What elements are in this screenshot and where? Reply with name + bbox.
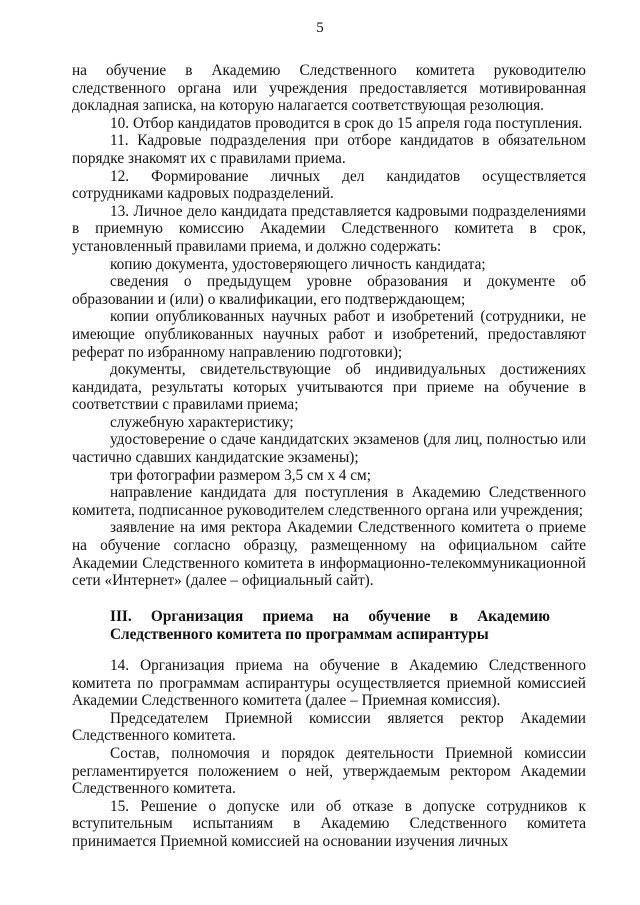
paragraph-chairman: Председателем Приемной комиссии является ректор Академии Следственного комитета. — [72, 709, 586, 745]
document-body-part-1 — [72, 62, 586, 590]
list-item: заявление на имя ректора Академии Следственного комитета о приеме на обучение согласно образцу, размещенному на официальном сайте Академии Следственного комитета в информационно-телекоммуникационной сети «Интернет» (далее – официальный сайт). — [72, 519, 586, 590]
list-item: копии опубликованных научных работ и изобретений (сотрудники, не имеющие опубликованных научных работ и изобретений, предоставляют реферат по избранному направлению подготовки); — [72, 308, 586, 361]
list-item: сведения о предыдущем уровне образования и документе об образовании и (или) о квалификации, его подтверждающем; — [72, 273, 586, 308]
page-number: 5 — [316, 20, 324, 36]
paragraph-item-12: 12. Формирование личных дел кандидатов осуществляется сотрудниками кадровых подразделений. — [72, 167, 586, 203]
paragraph-item-11: 11. Кадровые подразделения при отборе кандидатов в обязательном порядке знакомят их с правилами приема. — [72, 132, 586, 167]
section-heading-block — [110, 608, 550, 643]
list-item: направление кандидата для поступления в Академию Следственного комитета, подписанное руководителем следственного органа или учреждения; — [72, 484, 586, 519]
list-item: служебную характеристику; — [110, 413, 294, 431]
paragraph-continuation: на обучение в Академию Следственного комитета руководителю следственного органа или учреждения предоставляется мотивированная докладная записка, на которую налагается соответствующая резолюция. — [72, 62, 586, 115]
list-item: копию документа, удостоверяющего личность кандидата; — [110, 255, 486, 273]
paragraph-item-14: 14. Организация приема на обучение в Академию Следственного комитета по программам аспирантуры осуществляется приемной комиссией Академии Следственного комитета (далее – Приемная комиссия). — [72, 657, 586, 710]
paragraph-item-10: 10. Отбор кандидатов проводится в срок до 15 апреля года поступления. — [110, 114, 583, 132]
paragraph-item-15: 15. Решение о допуске или об отказе в допуске сотрудников к вступительным испытаниям в Академию Следственного комитета принимается Приемной комиссией на основании изучения личных — [72, 797, 586, 850]
paragraph-item-13: 13. Личное дело кандидата представляется кадровыми подразделениями в приемную комиссию Академии Следственного комитета в срок, установленный правилами приема, и должно содержать: — [72, 202, 586, 255]
list-item: три фотографии размером 3,5 см х 4 см; — [110, 466, 371, 484]
list-item: удостоверение о сдаче кандидатских экзаменов (для лиц, полностью или частично сдавших кандидатские экзамены); — [72, 431, 586, 467]
list-item: документы, свидетельствующие об индивидуальных достижениях кандидата, результаты которых учитываются при приеме на обучение в соответствии с правилами приема; — [72, 361, 586, 414]
document-body-part-2 — [72, 657, 586, 851]
paragraph-composition: Состав, полномочия и порядок деятельности Приемной комиссии регламентируется положением о ней, утверждаемым ректором Академии Следственного комитета. — [72, 744, 586, 798]
section-heading: III. Организация приема на обучение в Академию Следственного комитета по программам аспирантуры — [110, 608, 550, 643]
